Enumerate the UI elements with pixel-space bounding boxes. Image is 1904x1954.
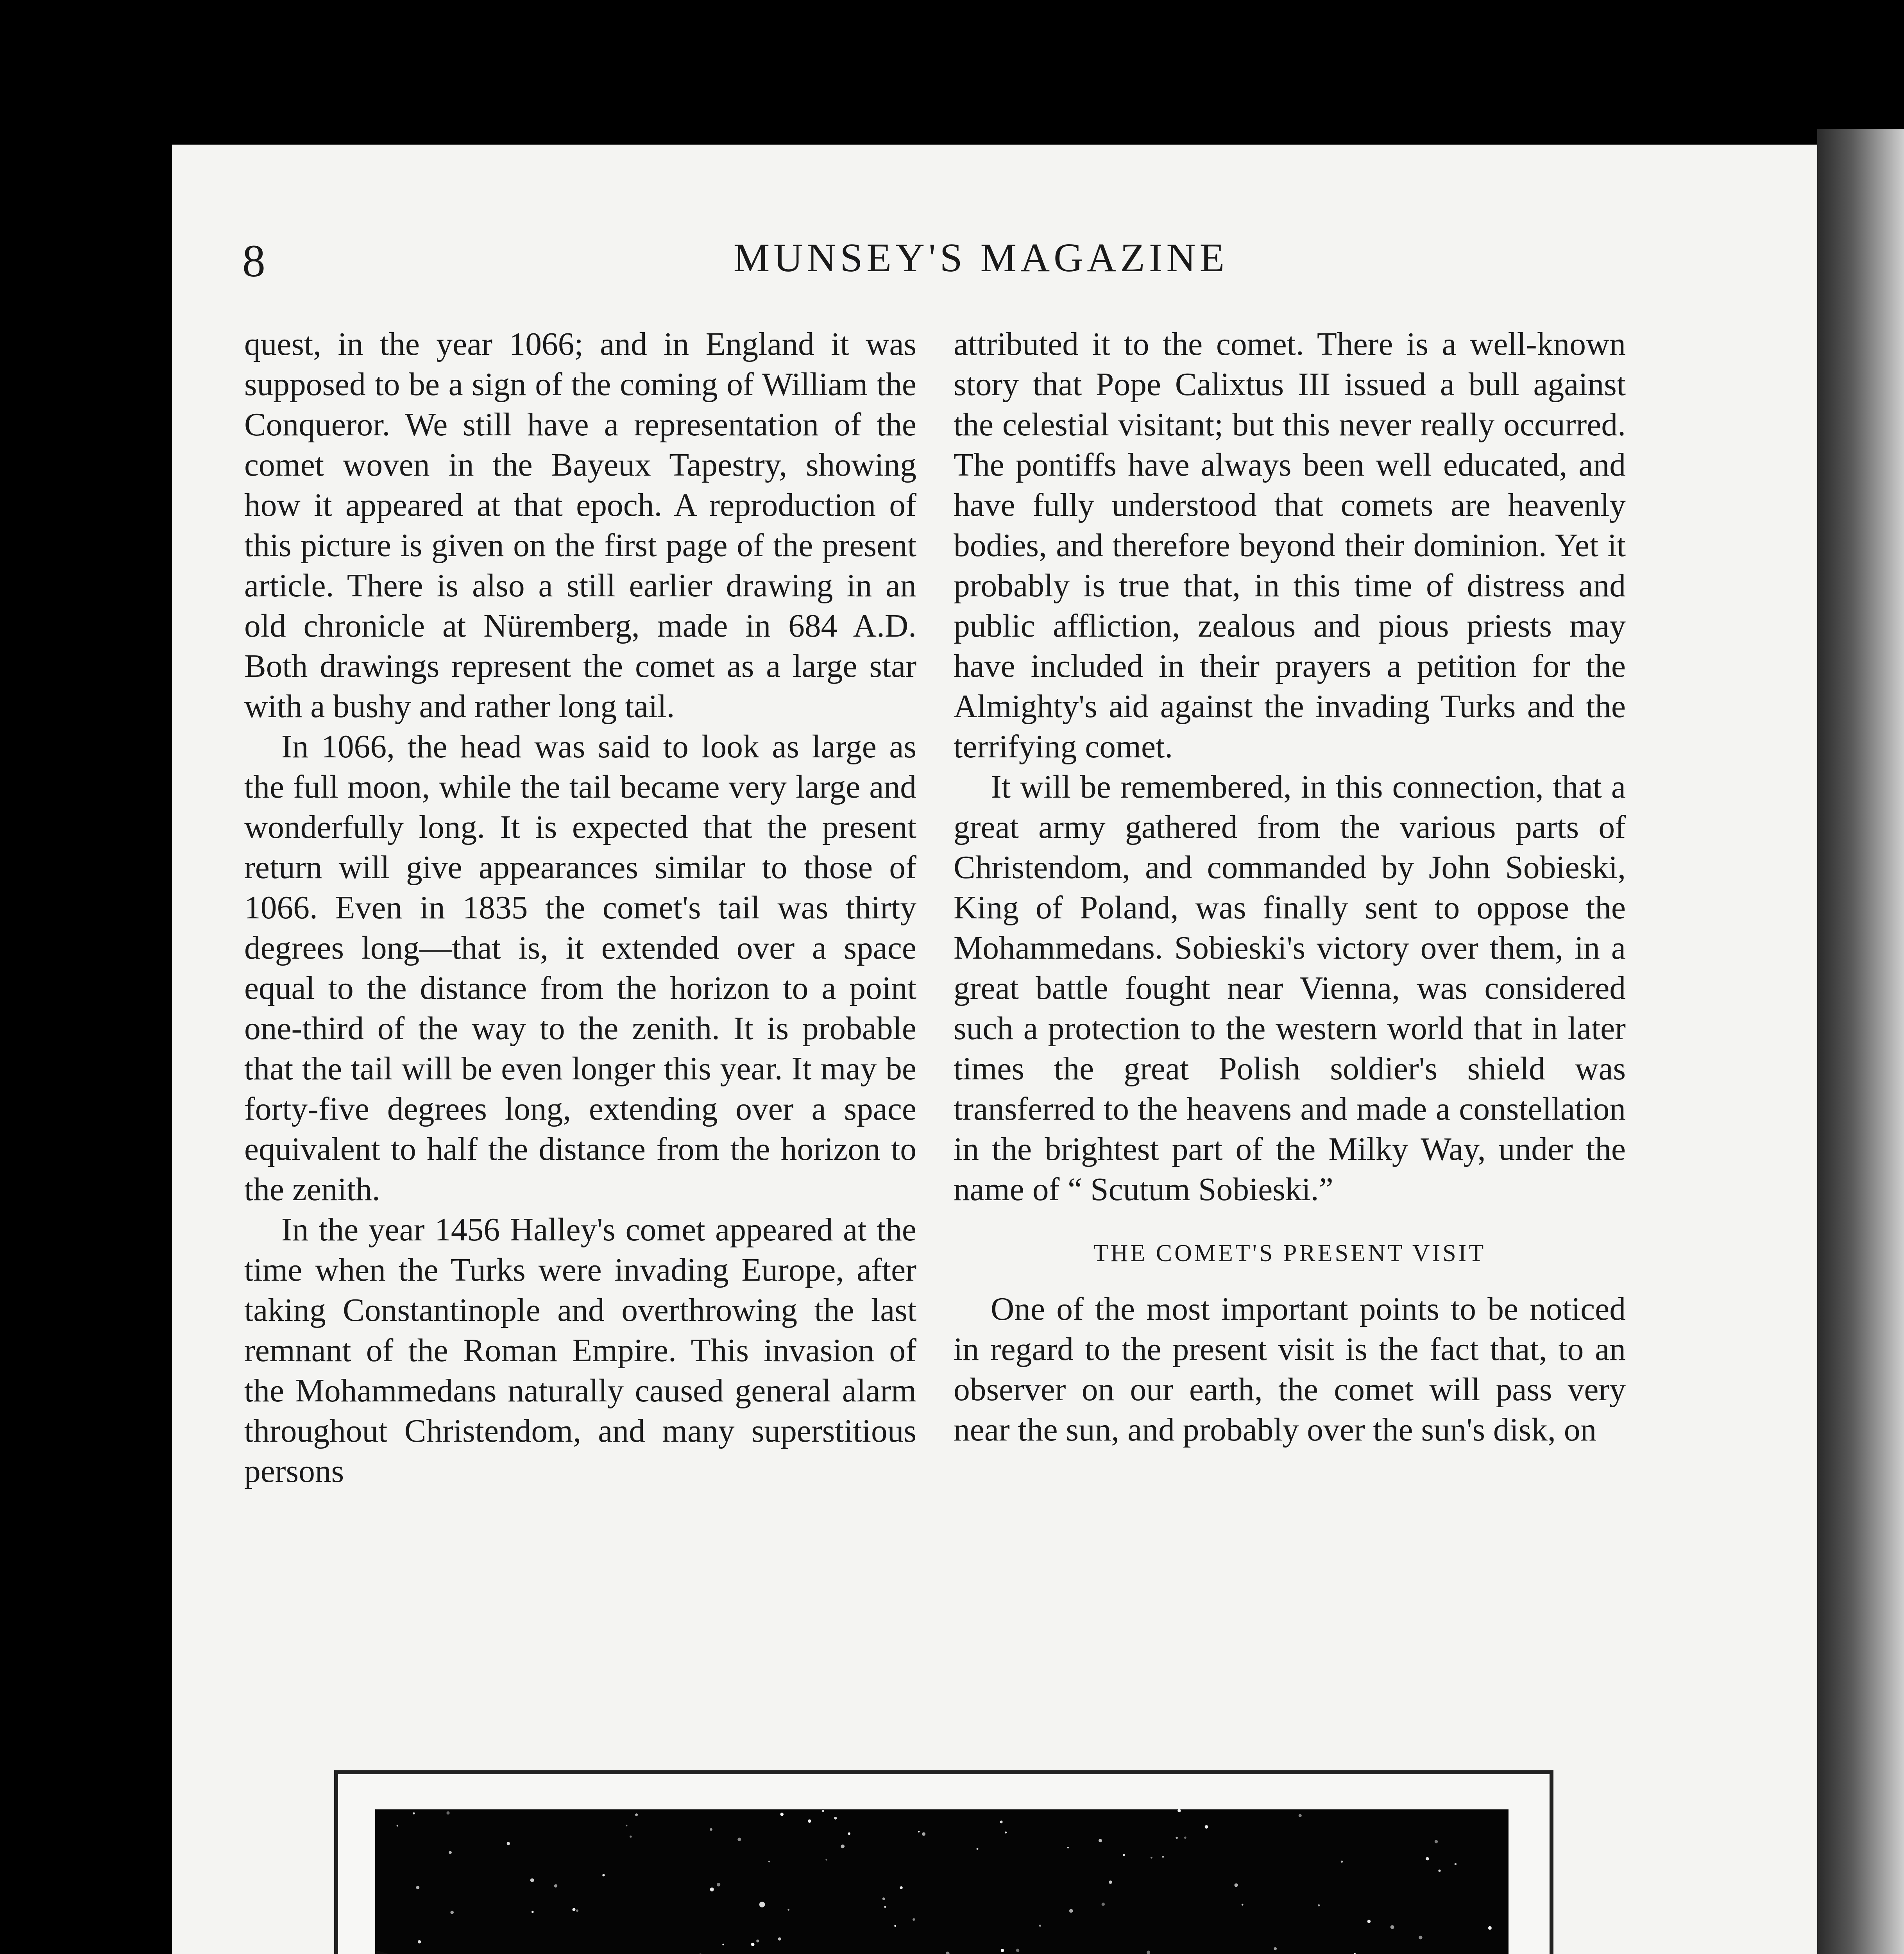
star <box>1341 1861 1343 1863</box>
star <box>737 1838 741 1841</box>
comet-tail <box>375 1950 1407 1954</box>
star <box>635 1813 638 1816</box>
right-column <box>954 324 1626 1450</box>
star <box>841 1845 845 1848</box>
star <box>630 1836 632 1838</box>
star <box>900 1886 903 1889</box>
star <box>780 1813 784 1816</box>
paragraph: It will be remembered, in this connection, that a great army gathered from the various parts of Christendom, and commanded by John Sobieski, King of Poland, was finally sent to oppose the Mohammedans. Sobieski's victory over them, in a great battle fought near Vienna, was considered such a protection to the western world that in later times the great Polish soldier's shield was transferred to the heavens and made a constellation in the brightest part of the Milky Way, under the name of “ Scutum Sobieski.” <box>954 769 1626 1208</box>
paragraph: attributed it to the comet. There is a well-known story that Pope Calixtus III issued a bull against the celestial visitant; but this never really occurred. The pontiffs have always been well educated, and have fully understood that comets are heavenly bodies, and therefore beyond their dominion. Yet it probably is true that, in this time of distress and public affliction, zealous and pious priests may have included in their prayers a petition for the Almighty's aid against the invading Turks and the terrifying comet. <box>954 326 1626 765</box>
adjacent-page-edge <box>1817 129 1904 1954</box>
star <box>825 1859 827 1861</box>
left-column <box>244 324 916 1492</box>
star <box>626 1825 627 1826</box>
paragraph: In 1066, the head was said to look as large as the full moon, while the tail became very large and wonderfully long. It is expected that the present return will give appearances similar to those of 1066. Even in 1835 the comet's tail was thirty degrees long—that is, it extended over a space equal to the distance from the horizon to a point one-third of the way to the zenith. It is probable that the tail will be even longer this year. It may be forty-five degrees long, extending over a space equivalent to half the distance from the horizon to the zenith. <box>244 729 916 1208</box>
star <box>1390 1925 1394 1929</box>
star-field <box>378 1809 1509 1954</box>
star <box>1069 1909 1073 1913</box>
star <box>576 1909 578 1912</box>
star <box>1435 1840 1438 1843</box>
star <box>418 1940 421 1943</box>
star <box>848 1832 850 1835</box>
star <box>450 1911 454 1914</box>
star <box>759 1902 765 1907</box>
star <box>768 1861 770 1862</box>
comet-photograph <box>375 1809 1509 1954</box>
star <box>602 1874 605 1876</box>
star <box>913 1918 915 1921</box>
star <box>397 1825 398 1826</box>
star <box>413 1812 415 1814</box>
star <box>1176 1837 1178 1839</box>
star <box>710 1888 714 1891</box>
star <box>922 1832 925 1836</box>
star <box>882 1897 885 1900</box>
star <box>1419 1936 1422 1939</box>
star <box>1067 1847 1069 1848</box>
star <box>1367 1920 1371 1923</box>
paragraph: In the year 1456 Halley's comet appeared at the time when the Turks were invading Europe, after taking Constantinople and overthrowing the last remnant of the Roman Empire. This invasion of the Mohammedans naturally caused general alarm throughout Christendom, and many superstitious persons <box>244 1212 916 1489</box>
page-header <box>242 234 1720 297</box>
star <box>1039 1925 1041 1927</box>
magazine-page <box>172 145 1817 1954</box>
star <box>531 1911 534 1913</box>
star <box>710 1828 712 1831</box>
star <box>1016 1949 1019 1952</box>
star <box>1184 1836 1186 1839</box>
star <box>1162 1856 1164 1858</box>
paragraph: One of the most important points to be noticed in regard to the present visit is the fact that, to an observer on our earth, the comet will pass very near the sun, and probably over the sun's disk, on <box>954 1291 1626 1448</box>
star <box>751 1943 755 1946</box>
star <box>446 1811 449 1814</box>
star <box>1455 1863 1457 1865</box>
star <box>977 1848 979 1850</box>
star <box>1235 1883 1238 1887</box>
figure <box>334 1770 1553 1954</box>
running-head: MUNSEY'S MAGAZINE <box>733 235 1229 280</box>
star <box>1102 1903 1105 1906</box>
star <box>1001 1949 1004 1952</box>
section-heading: THE COMET'S PRESENT VISIT <box>1093 1240 1486 1267</box>
star <box>834 1817 837 1820</box>
star <box>573 1908 576 1911</box>
star <box>1123 1854 1125 1856</box>
star <box>1005 1831 1007 1833</box>
star <box>946 1952 950 1954</box>
star <box>416 1886 420 1890</box>
star <box>787 1909 789 1911</box>
star <box>1205 1825 1208 1829</box>
star <box>1177 1809 1181 1812</box>
star <box>1488 1926 1492 1930</box>
star <box>1109 1881 1112 1884</box>
star <box>717 1883 720 1886</box>
star <box>1151 1857 1152 1859</box>
star <box>1000 1821 1003 1823</box>
star <box>884 1906 886 1908</box>
star <box>918 1831 920 1832</box>
star <box>778 1937 781 1940</box>
star <box>507 1842 510 1845</box>
star <box>530 1878 534 1882</box>
star <box>1318 1904 1320 1906</box>
star <box>1426 1857 1429 1860</box>
star <box>756 1940 759 1942</box>
star <box>1099 1839 1102 1842</box>
star <box>808 1820 811 1823</box>
star <box>449 1851 452 1854</box>
star <box>1438 1870 1441 1872</box>
page-number: 8 <box>242 235 266 286</box>
star <box>1274 1947 1277 1950</box>
star <box>722 1944 724 1945</box>
comet-illustration <box>375 1809 1509 1954</box>
star <box>1147 1950 1150 1954</box>
star <box>554 1884 557 1888</box>
paragraph: quest, in the year 1066; and in England it was supposed to be a sign of the coming of William the Conqueror. We still have a representation of the comet woven in the Bayeux Tapestry, showing how it appeared at that epoch. A reproduction of this picture is given on the first page of the present article. There is also a still earlier drawing in an old chronicle at Nüremberg, made in 684 A.D. Both drawings represent the comet as a large star with a bushy and rather long tail. <box>244 326 916 725</box>
star <box>1242 1904 1244 1906</box>
star <box>1299 1814 1302 1817</box>
star <box>822 1810 824 1812</box>
star <box>894 1925 896 1927</box>
